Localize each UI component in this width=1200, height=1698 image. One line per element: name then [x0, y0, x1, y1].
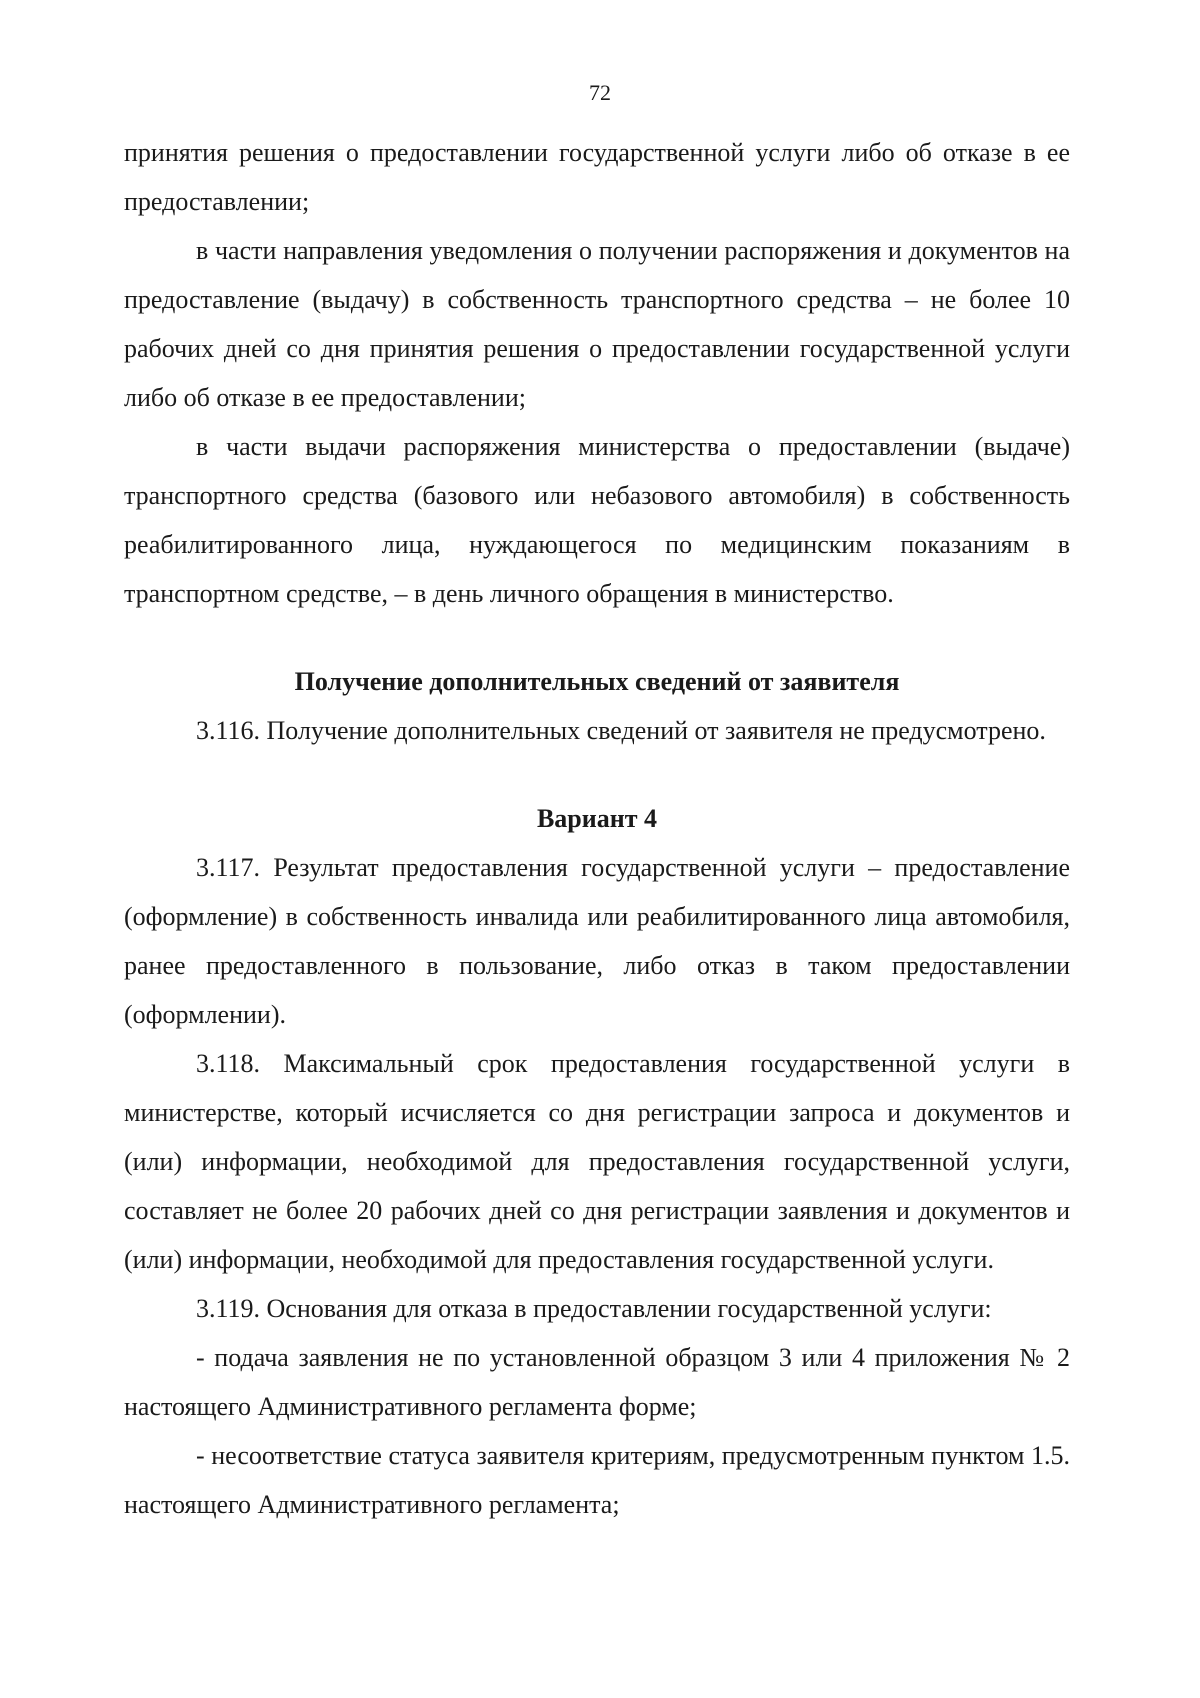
paragraph-3-116: 3.116. Получение дополнительных сведений от заявителя не предусмотрено.	[196, 716, 1046, 745]
paragraph-decision-continuation: принятия решения о предоставлении государственной услуги либо об отказе в ее предоставлении;	[124, 138, 1070, 216]
document-body	[124, 128, 1070, 1529]
paragraph-3-117: 3.117. Результат предоставления государственной услуги – предоставление (оформление) в собственность инвалида или реабилитированного лица автомобиля, ранее предоставленного в пользование, либо отказ в таком предоставлении (оформлении).	[124, 853, 1070, 1029]
paragraph-3-118: 3.118. Максимальный срок предоставления государственной услуги в министерстве, который исчисляется со дня регистрации запроса и документов и (или) информации, необходимой для предоставления государственной услуги, составляет не более 20 рабочих дней со дня регистрации заявления и документов и (или) информации, необходимой для предоставления государственной услуги.	[124, 1049, 1070, 1274]
paragraph-order-issuance: в части выдачи распоряжения министерства о предоставлении (выдаче) транспортного средства (базового или небазового автомобиля) в собственность реабилитированного лица, нуждающегося по медицинским показаниям в транспортном средстве, – в день личного обращения в министерство.	[124, 432, 1070, 608]
paragraph-3-119: 3.119. Основания для отказа в предоставлении государственной услуги:	[196, 1294, 992, 1323]
page-number: 72	[589, 80, 611, 105]
paragraph-notification-deadline: в части направления уведомления о получении распоряжения и документов на предоставление (выдачу) в собственность транспортного средства – не более 10 рабочих дней со дня принятия решения о предоставлении государственной услуги либо об отказе в ее предоставлении;	[124, 236, 1070, 412]
list-item-refusal-form: - подача заявления не по установленной образцом 3 или 4 приложения № 2 настоящего Административного регламента форме;	[124, 1343, 1070, 1421]
section-heading-variant-4: Вариант 4	[536, 804, 658, 833]
section-heading-additional-info: Получение дополнительных сведений от заявителя	[294, 667, 900, 696]
list-item-refusal-status: - несоответствие статуса заявителя критериям, предусмотренным пунктом 1.5. настоящего Административного регламента;	[124, 1441, 1070, 1519]
